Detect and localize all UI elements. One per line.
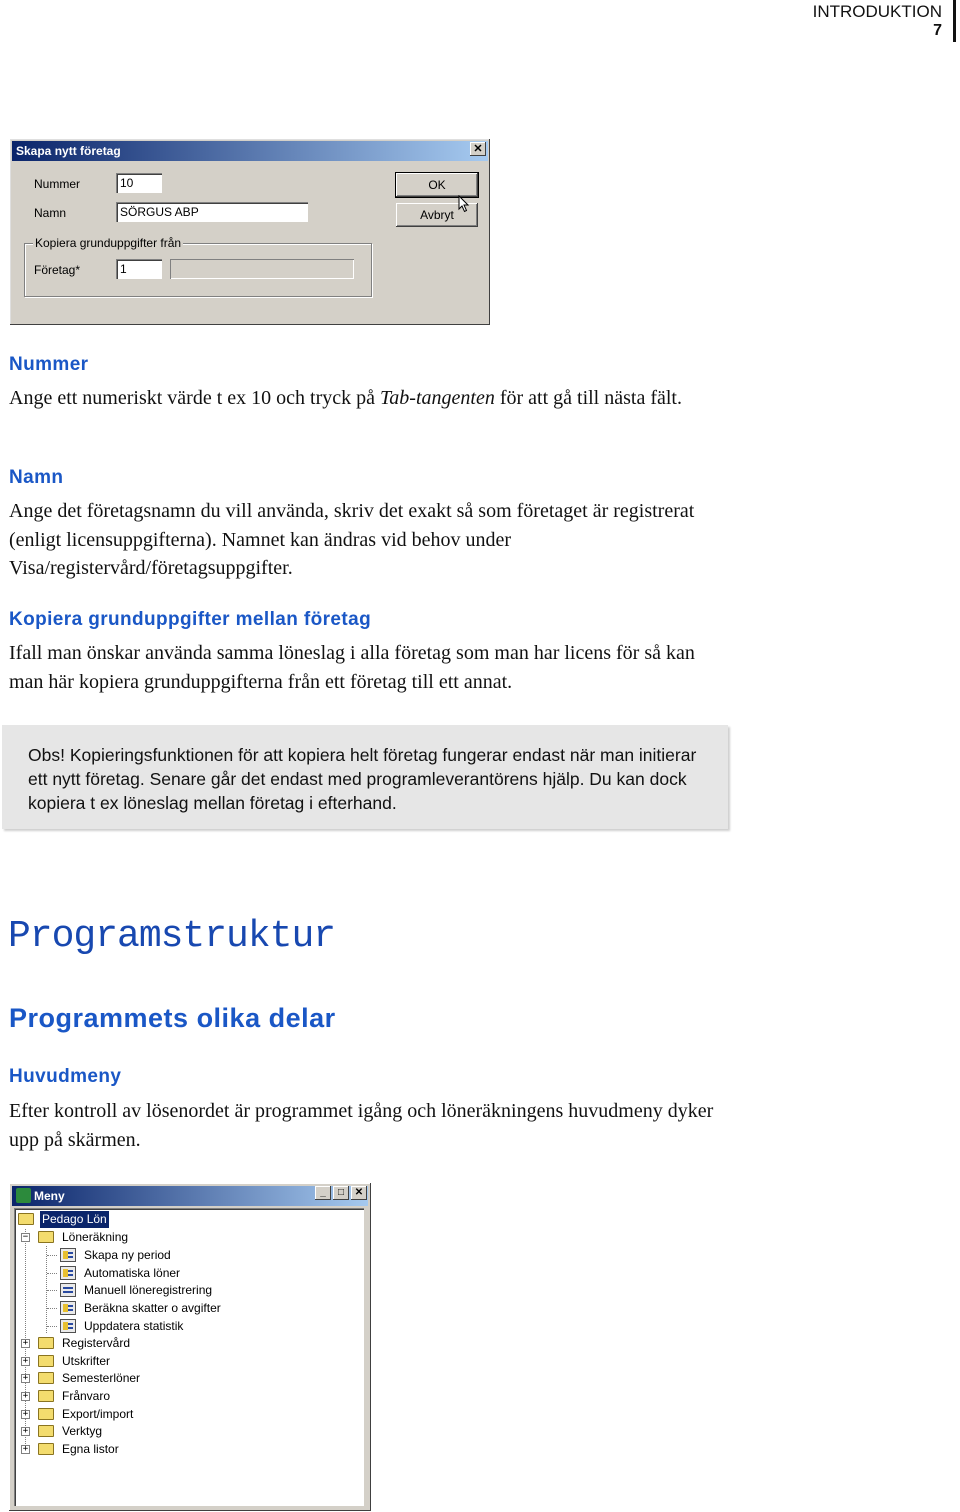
namn-text: Ange det företagsnamn du vill använda, skriv det exakt så som företaget är registrerat (enligt licensuppgifterna). Namnet kan ändras vid behov under Visa/registervård/företagsuppgifter. [9,500,695,579]
folder-open-icon [18,1213,34,1225]
kopiera-text: Ifall man önskar använda samma löneslag i alla företag som man har licens för så kan man här kopiera grunduppgifterna från ett företag till ett annat. [9,642,695,693]
menu-window [9,1183,371,1511]
minimize-icon[interactable]: _ [315,1186,331,1200]
tree-connector [47,1255,57,1256]
folder-icon [38,1443,54,1455]
huvudmeny-text: Efter kontroll av lösenordet är programmet igång och löneräkningens huvudmeny dyker upp på skärmen. [9,1100,714,1151]
dialog-title: Skapa nytt företag [12,141,488,161]
folder-icon [38,1390,54,1402]
menu-window-title-text: Meny [34,1189,65,1203]
collapse-icon[interactable]: − [22,1232,29,1242]
calculator-icon [60,1301,76,1315]
cancel-button[interactable]: Avbryt [396,203,478,227]
namn-heading: Namn [9,467,64,488]
expand-icon[interactable]: + [22,1444,29,1454]
folder-icon [38,1425,54,1437]
foretag-label: Företag* [34,263,81,277]
calculator-icon [60,1319,76,1333]
huvudmeny-heading: Huvudmeny [9,1066,122,1087]
page-number: 7 [933,22,942,39]
chapter-title: Programstruktur [8,915,336,958]
mouse-cursor-icon [458,195,470,213]
menu-tree: Pedago Lön − Löneräkning Skapa ny period Automatiska löner Manuell löneregistrering Beräkna skatter o avgifter Uppdatera statistik + Registervård + Utskrifter + Semesterlöner + Frånvaro + Export/import + Verktyg + Egna listor [14,1208,364,1506]
expand-icon[interactable]: + [22,1356,29,1366]
create-company-dialog [9,138,491,326]
folder-icon [38,1372,54,1384]
nummer-label: Nummer [34,177,81,191]
expand-icon[interactable]: + [22,1426,29,1436]
copy-group-title: Kopiera grunduppgifter från [35,236,182,250]
expand-icon[interactable]: + [22,1338,29,1348]
close-icon[interactable]: ✕ [470,142,486,156]
ok-button[interactable]: OK [396,173,478,197]
note-text: Obs! Kopieringsfunktionen för att kopiera helt företag fungerar endast när man initierar ett nytt företag. Senare går det endast med programleverantörens hjälp. Du kan dock kopiera t ex löneslag mellan företag i efterhand. [28,745,697,813]
note-box [2,725,728,829]
nummer-heading: Nummer [9,354,89,375]
tree-connector [47,1273,57,1274]
form-icon [60,1283,76,1297]
calculator-icon [60,1266,76,1280]
close-icon[interactable]: ✕ [351,1186,367,1200]
maximize-icon[interactable]: □ [333,1186,349,1200]
foretag-name-display [170,259,354,279]
namn-label: Namn [34,206,67,220]
app-icon [16,1188,31,1203]
nummer-text: Ange ett numeriskt värde t ex 10 och tryck på Tab-tangenten för att gå till nästa fält. [9,387,682,409]
namn-input[interactable]: SÖRGUS ABP [116,202,308,222]
expand-icon[interactable]: + [22,1373,29,1383]
tree-connector [47,1290,57,1291]
folder-icon [38,1337,54,1349]
running-header: INTRODUKTION [812,2,942,21]
tree-connector [47,1308,57,1309]
foretag-input[interactable]: 1 [116,259,162,279]
expand-icon[interactable]: + [22,1409,29,1419]
folder-icon [38,1408,54,1420]
section-title: Programmets olika delar [9,1003,336,1033]
nummer-input[interactable]: 10 [116,173,162,193]
calculator-icon [60,1248,76,1262]
expand-icon[interactable]: + [22,1391,29,1401]
folder-open-icon [38,1231,54,1243]
kopiera-heading: Kopiera grunduppgifter mellan företag [9,609,372,630]
folder-icon [38,1355,54,1367]
header-rule [953,0,956,42]
tree-connector [47,1326,57,1327]
